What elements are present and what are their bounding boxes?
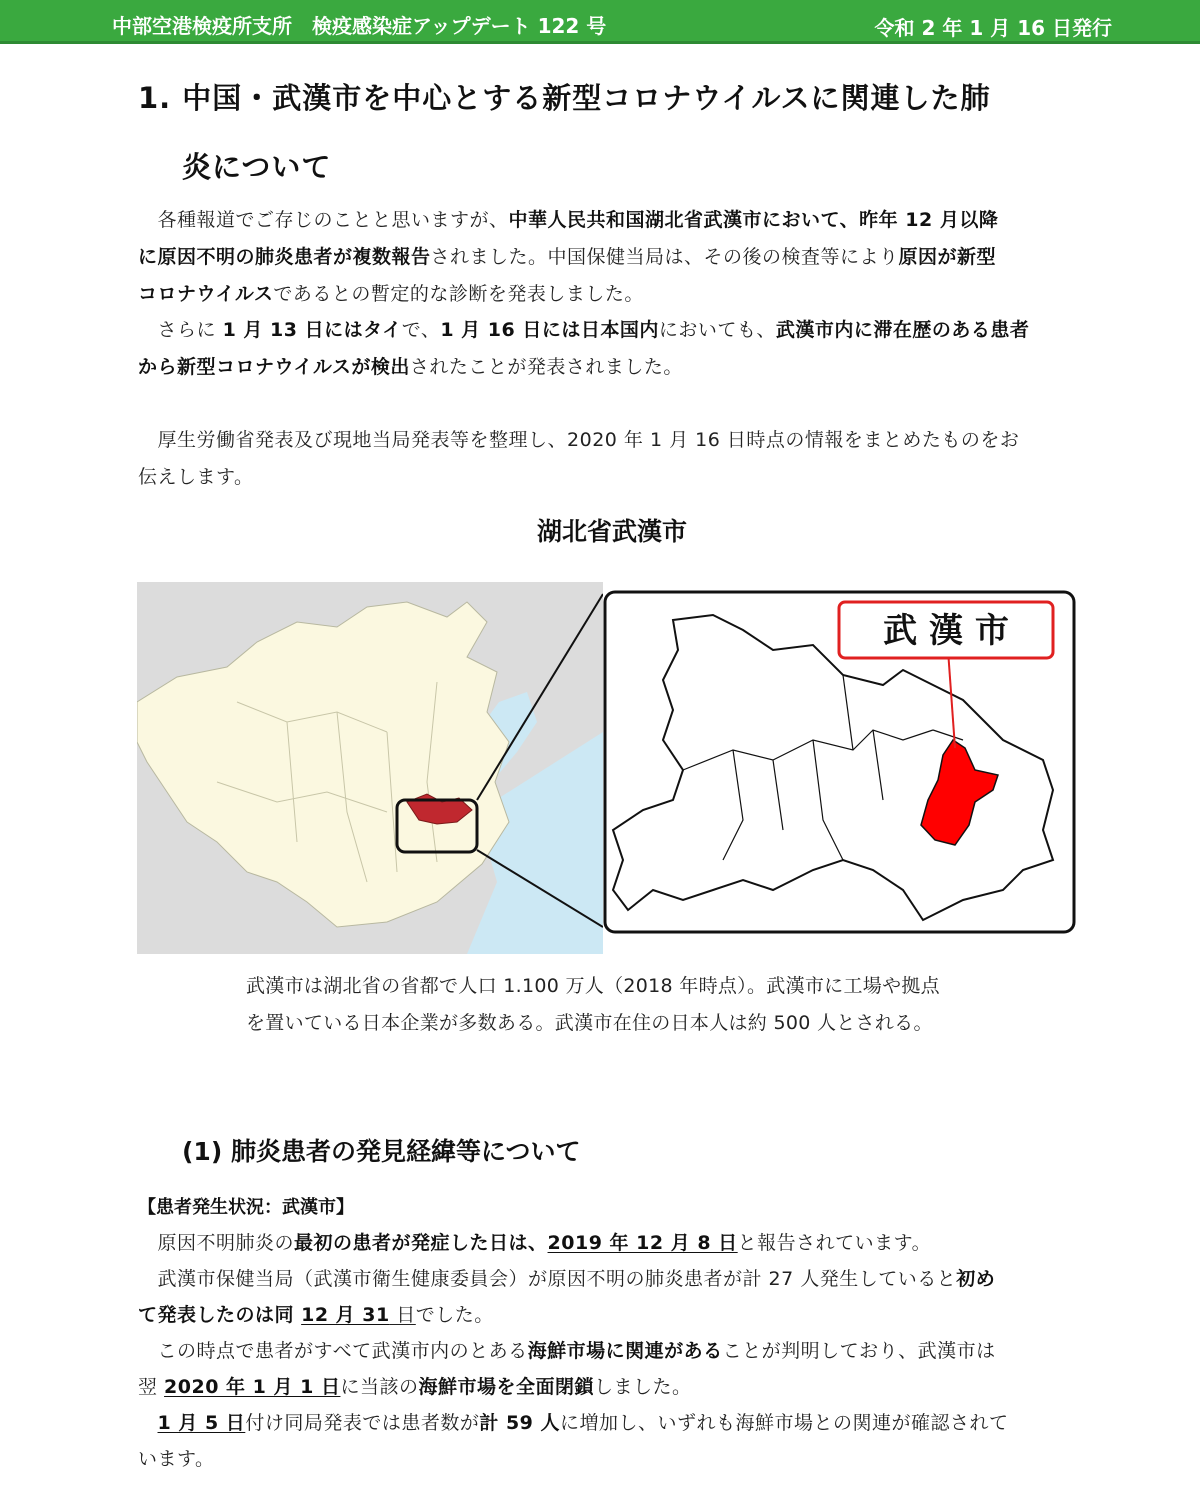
header-bar [0,0,1200,44]
subsection-title: (1) 肺炎患者の発見経緯等について [182,1137,581,1166]
paragraph-1: 各種報道でご存じのことと思いますが、中華人民共和国湖北省武漢市において、昨年 12 月以降 に原因不明の肺炎患者が複数報告されました。中国保健当局は、その後の検査等により原因が新型 コロナウイルスであるとの暫定的な診断を発表しました。 [138,209,999,305]
header-title: 中部空港検疫所支所 検疫感染症アップデート 122 号 [112,14,607,38]
wuhan-label: 武 漢 市 [883,611,1009,651]
section-title-line1: 1. 中国・武漢市を中心とする新型コロナウイルスに関連した肺 [138,81,991,115]
issue-date: 令和 2 年 1 月 16 日発行 [874,16,1112,40]
paragraph-3: 厚生労働省発表及び現地当局発表等を整理し、2020 年 1 月 16 日時点の情報をまとめたものをお 伝えします。 [138,429,1020,488]
status-heading: 【患者発生状況：武漢市】 [138,1197,354,1218]
hubei-map [603,590,1076,934]
paragraph-status: 原因不明肺炎の最初の患者が発症した日は、2019 年 12 月 8 日と報告されています。 武漢市保健当局（武漢市衛生健康委員会）が原因不明の肺炎患者が計 27 人発生していると初め て発表したのは同 12 月 31 日でした。 この時点で患者がすべて武漢市内のとある海鮮市場に関連があることが判明しており、武漢市は 翌 2020 年 1 月 1 日に当該の海鮮市場を全面閉鎖しました。 1 月 5 日付け同局発表では患者数が計 59 人に増加し、いずれも海鮮市場との関連が確認されて います。 [138,1232,1009,1470]
china-map [137,582,603,954]
map-title: 湖北省武漢市 [536,517,687,546]
map-caption: 武漢市は湖北省の省都で人口 1.100 万人（2018 年時点）。武漢市に工場や拠点 を置いている日本企業が多数ある。武漢市在住の日本人は約 500 人とされる。 [246,975,940,1034]
section-title-line2: 炎について [182,150,332,184]
paragraph-2: さらに 1 月 13 日にはタイで、1 月 16 日には日本国内においても、武漢市内に滞在歴のある患者 から新型コロナウイルスが検出されたことが発表されました。 [138,319,1030,378]
